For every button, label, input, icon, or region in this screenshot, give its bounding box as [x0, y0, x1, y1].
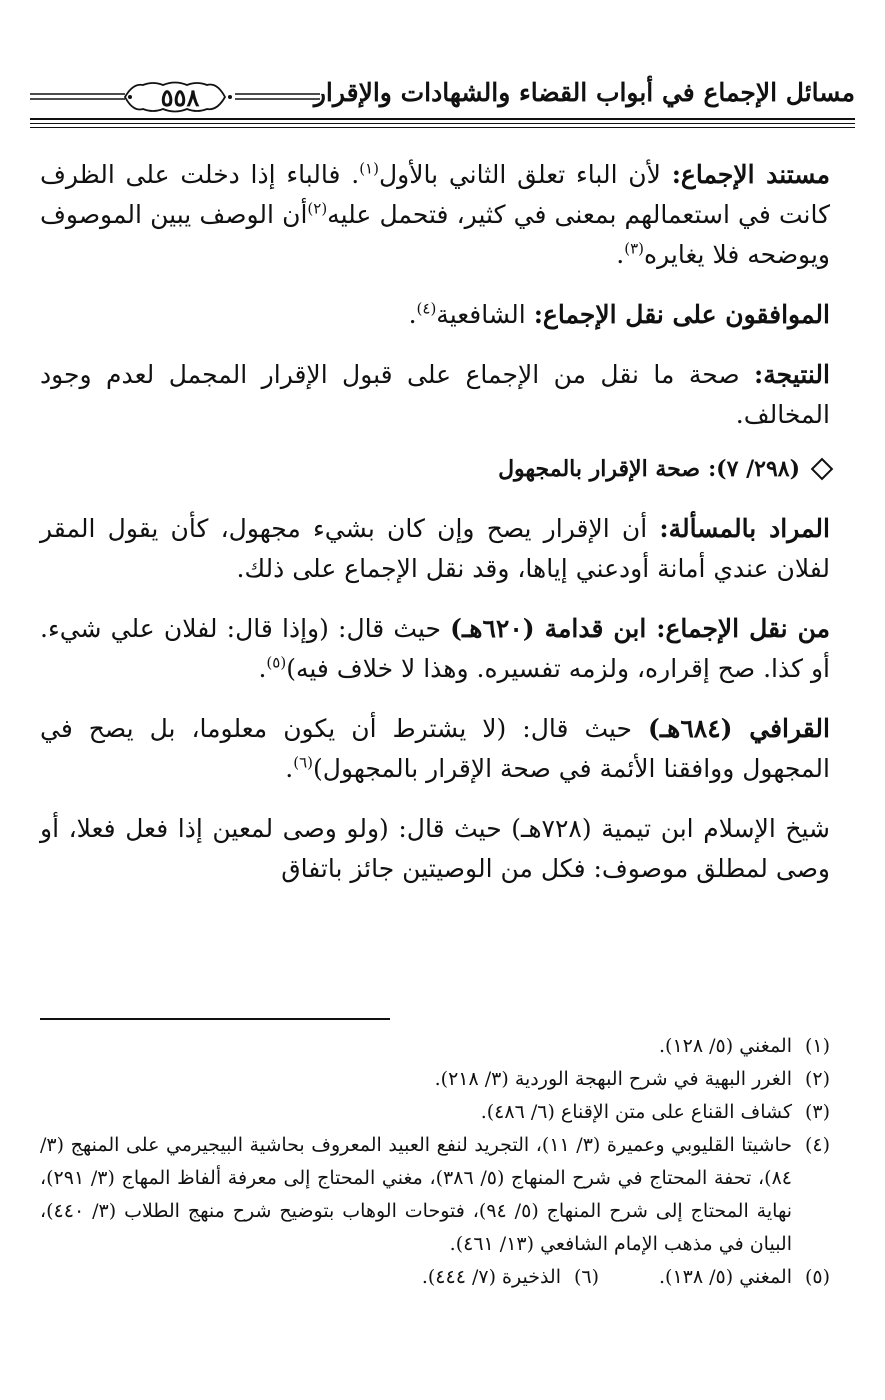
footnotes	[40, 1030, 830, 1294]
header-title: مسائل الإجماع في أبواب القضاء والشهادات والإقرار	[313, 78, 855, 107]
scholar-qarafi: القرافي (٦٨٤هـ)	[648, 714, 830, 743]
footnote-4: (٤) حاشيتا القليوبي وعميرة (٣/ ١١)، التجريد لنفع العبيد المعروف بحاشية البيجيرمي على المنهج (٣/ ٨٤)، تحفة المحتاج في شرح المنهاج (٥/ ٣٨٦)، مغني المحتاج إلى معرفة ألفاظ المهاج (٣/ ٢٩١)، نهاية المحتاج إلى شرح المنهاج (٥/ ٩٤)، فتوحات الوهاب بتوضيح شرح منهج الطلاب (٣/ ٤٤٠)، البيان في مذهب الإمام الشافعي (١٣/ ٤٦١).	[40, 1134, 830, 1255]
diamond-bullet-icon	[811, 458, 834, 481]
scholar-ibn-qudama: ابن قدامة (٦٢٠هـ)	[450, 614, 657, 643]
section-number: (٢٩٨/ ٧):	[708, 456, 800, 482]
footnote-ref-6[interactable]: (٦)	[293, 753, 314, 772]
footnote-ref-5[interactable]: (٥)	[266, 653, 287, 672]
footnote-3: (٣) كشاف القناع على متن الإقناع (٦/ ٤٨٦).	[480, 1101, 830, 1123]
page-number: ٥٥٨	[160, 83, 200, 112]
footnote-5: (٥) المغني (٥/ ١٣٨).	[659, 1266, 830, 1288]
section-title: صحة الإقرار بالمجهول	[498, 456, 701, 482]
label-naql: من نقل الإجماع:	[656, 614, 830, 643]
footnote-ref-1[interactable]: (١)	[359, 159, 379, 178]
paragraph-natija: النتيجة: صحة ما نقل من الإجماع على قبول الإقرار المجمل لعدم وجود المخالف.	[40, 360, 830, 429]
label-natija: النتيجة:	[754, 360, 830, 389]
paragraph-mustanad: مستند الإجماع: لأن الباء تعلق الثاني بالأول$^{(١)}$. فالباء إذا دخلت على الظرف كانت في استعمالهم بمعنى في كثير، فتحمل عليه$^{(٢)}$أن الوصف يبين الموصوف ويوضحه فلا يغايره$^{(٣)}$.	[40, 159, 830, 269]
footnote-row-5-6	[40, 1261, 830, 1294]
footnote-1: (١) المغني (٥/ ١٢٨).	[659, 1035, 830, 1057]
section-heading	[40, 449, 830, 489]
footnote-ref-3[interactable]: (٣)	[624, 239, 645, 258]
footnote-2: (٢) الغرر البهية في شرح البهجة الوردية (٣/ ٢١٨).	[434, 1068, 830, 1090]
header-rules	[30, 118, 855, 132]
label-muwafiqun: الموافقون على نقل الإجماع:	[533, 300, 830, 329]
footnote-separator	[40, 1018, 390, 1020]
paragraph-qarafi: القرافي (٦٨٤هـ) حيث قال: (لا يشترط أن يكون معلوما، بل يصح في المجهول ووافقنا الأئمة في صحة الإقرار بالمجهول)$^{(٦)}$.	[40, 714, 830, 783]
main-text	[40, 155, 830, 909]
label-mustanad: مستند الإجماع:	[671, 160, 830, 189]
paragraph-muwafiqun: الموافقون على نقل الإجماع: الشافعية$^{(٤)}$.	[408, 299, 830, 329]
paragraph-murad: المراد بالمسألة: أن الإقرار يصح وإن كان بشيء مجهول، كأن يقول المقر لفلان عندي أمانة أودعني إياها، وقد نقل الإجماع على ذلك.	[40, 514, 830, 583]
footnote-ref-2[interactable]: (٢)	[307, 199, 328, 218]
footnote-6: (٦) الذخيرة (٧/ ٤٤٤).	[421, 1266, 599, 1288]
footnote-ref-4[interactable]: (٤)	[416, 299, 437, 318]
running-header	[30, 70, 855, 135]
page-number-ornament	[30, 80, 320, 116]
label-murad: المراد بالمسألة:	[659, 514, 830, 543]
paragraph-naql: من نقل الإجماع: ابن قدامة (٦٢٠هـ) حيث قال: (وإذا قال: لفلان علي شيء. أو كذا. صح إقراره، ولزمه تفسيره. وهذا لا خلاف فيه)$^{(٥)}$.	[40, 614, 830, 683]
paragraph-ibn-taymiyya: شيخ الإسلام ابن تيمية (٧٢٨هـ) حيث قال: (ولو وصى لمعين إذا فعل فعلا، أو وصى لمطلق موصوف: فكل من الوصيتين جائز باتفاق	[40, 814, 831, 883]
